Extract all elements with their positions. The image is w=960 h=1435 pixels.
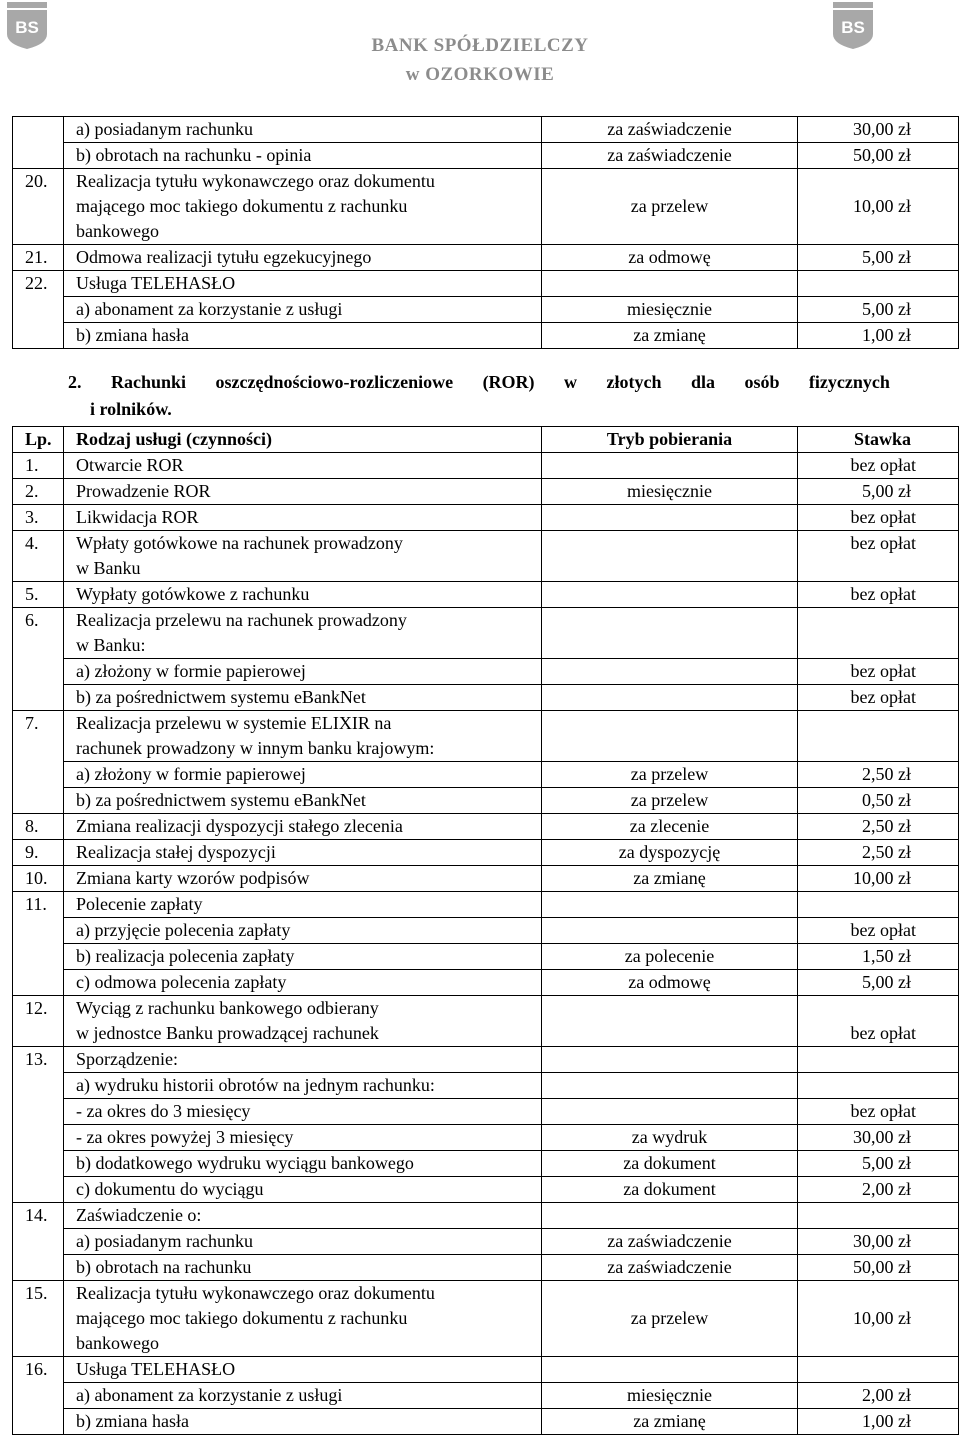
table-row — [13, 892, 959, 918]
row-rate: 50,00 zł — [798, 143, 959, 169]
table-row — [13, 685, 959, 711]
table-row — [13, 1151, 959, 1177]
desc-line: Wpłaty gotówkowe na rachunek prowadzony — [76, 533, 403, 553]
row-lp — [13, 1125, 64, 1151]
row-tryb — [542, 505, 798, 531]
table-row — [13, 1047, 959, 1073]
table-row — [13, 711, 959, 762]
table-row — [13, 117, 959, 143]
row-desc — [64, 169, 542, 245]
row-rate: 2,50 zł — [798, 762, 959, 788]
table-row — [13, 1357, 959, 1383]
row-lp: 21. — [13, 245, 64, 271]
heading-word: w — [564, 372, 578, 392]
row-rate: 1,50 zł — [798, 944, 959, 970]
row-rate: 10,00 zł — [798, 169, 959, 245]
row-tryb — [542, 271, 798, 297]
desc-line: mającego moc takiego dokumentu z rachunku — [76, 1308, 408, 1328]
row-tryb — [542, 1099, 798, 1125]
row-tryb — [542, 996, 798, 1047]
row-desc: Usługa TELEHASŁO — [64, 271, 542, 297]
desc-line: w Banku: — [76, 635, 146, 655]
row-lp: 6. — [13, 608, 64, 659]
row-rate: 2,00 zł — [798, 1177, 959, 1203]
row-rate: 1,00 zł — [798, 1409, 959, 1435]
row-desc: Odmowa realizacji tytułu egzekucyjnego — [64, 245, 542, 271]
table-row — [13, 944, 959, 970]
row-lp — [13, 659, 64, 685]
table-row — [13, 169, 959, 245]
row-tryb — [542, 531, 798, 582]
row-rate: 2,50 zł — [798, 814, 959, 840]
svg-text:BS: BS — [15, 18, 39, 37]
row-desc: Usługa TELEHASŁO — [64, 1357, 542, 1383]
row-rate — [798, 1047, 959, 1073]
row-lp — [13, 762, 64, 788]
row-lp — [13, 1409, 64, 1435]
row-tryb: za odmowę — [542, 970, 798, 996]
ror-fee-table — [12, 426, 959, 1435]
desc-line: Realizacja tytułu wykonawczego oraz dokumentu — [76, 171, 435, 191]
table-row — [13, 297, 959, 323]
row-rate: bez opłat — [798, 582, 959, 608]
heading-word: osób — [744, 372, 780, 392]
table-row — [13, 1229, 959, 1255]
row-tryb — [542, 1203, 798, 1229]
fee-table-continuation — [12, 116, 959, 349]
row-lp: 12. — [13, 996, 64, 1047]
table-row — [13, 840, 959, 866]
section-heading-line1 — [68, 369, 890, 396]
table-row — [13, 1409, 959, 1435]
desc-line: w jednostce Banku prowadzącej rachunek — [76, 1023, 379, 1043]
table-row — [13, 659, 959, 685]
row-rate — [798, 1357, 959, 1383]
row-lp — [13, 1229, 64, 1255]
desc-line: Realizacja przelewu w systemie ELIXIR na — [76, 713, 392, 733]
heading-word: oszczędnościowo-rozliczeniowe — [215, 372, 454, 392]
desc-line: Wyciąg z rachunku bankowego odbierany — [76, 998, 379, 1018]
row-rate: 5,00 zł — [798, 970, 959, 996]
row-desc: b) realizacja polecenia zapłaty — [64, 944, 542, 970]
row-lp — [13, 117, 64, 143]
row-rate: 30,00 zł — [798, 1125, 959, 1151]
row-lp — [13, 1177, 64, 1203]
row-desc: a) złożony w formie papierowej — [64, 762, 542, 788]
row-desc — [64, 531, 542, 582]
row-desc: Realizacja stałej dyspozycji — [64, 840, 542, 866]
row-rate — [798, 892, 959, 918]
row-desc: Otwarcie ROR — [64, 453, 542, 479]
desc-line: w Banku — [76, 558, 141, 578]
table-row — [13, 814, 959, 840]
row-lp: 20. — [13, 169, 64, 245]
row-lp — [13, 1151, 64, 1177]
row-lp: 9. — [13, 840, 64, 866]
row-desc: Sporządzenie: — [64, 1047, 542, 1073]
row-rate: 5,00 zł — [798, 297, 959, 323]
desc-line: rachunek prowadzony w innym banku krajowym: — [76, 738, 435, 758]
row-rate: 10,00 zł — [798, 866, 959, 892]
row-tryb: za zaświadczenie — [542, 1229, 798, 1255]
heading-word: (ROR) — [482, 372, 535, 392]
row-tryb — [542, 918, 798, 944]
row-desc: b) dodatkowego wydruku wyciągu bankowego — [64, 1151, 542, 1177]
row-lp: 7. — [13, 711, 64, 762]
row-tryb — [542, 1047, 798, 1073]
table-row — [13, 1073, 959, 1099]
row-rate: 30,00 zł — [798, 1229, 959, 1255]
row-rate — [798, 608, 959, 659]
desc-line: Realizacja przelewu na rachunek prowadzony — [76, 610, 407, 630]
table-row — [13, 788, 959, 814]
section-heading — [68, 369, 890, 423]
row-rate: 5,00 zł — [798, 1151, 959, 1177]
row-tryb — [542, 582, 798, 608]
table-row — [13, 866, 959, 892]
row-lp — [13, 788, 64, 814]
table-row — [13, 1255, 959, 1281]
row-lp — [13, 1099, 64, 1125]
row-lp — [13, 323, 64, 349]
row-desc: a) posiadanym rachunku — [64, 117, 542, 143]
heading-word: Rachunki — [110, 372, 187, 392]
row-tryb — [542, 892, 798, 918]
row-tryb: za przelew — [542, 788, 798, 814]
row-desc: c) dokumentu do wyciągu — [64, 1177, 542, 1203]
row-tryb: za zaświadczenie — [542, 143, 798, 169]
row-rate — [798, 711, 959, 762]
header-lp: Lp. — [13, 427, 64, 453]
row-tryb: za odmowę — [542, 245, 798, 271]
row-desc: b) za pośrednictwem systemu eBankNet — [64, 788, 542, 814]
section-heading-line2: i rolników. — [90, 399, 172, 419]
bank-name-line1: BANK SPÓŁDZIELCZY — [371, 35, 589, 56]
row-desc: a) abonament za korzystanie z usługi — [64, 297, 542, 323]
row-rate — [798, 1073, 959, 1099]
row-desc: Polecenie zapłaty — [64, 892, 542, 918]
row-tryb: za przelew — [542, 762, 798, 788]
row-rate: 30,00 zł — [798, 117, 959, 143]
row-desc: c) odmowa polecenia zapłaty — [64, 970, 542, 996]
row-desc: Zmiana realizacji dyspozycji stałego zlecenia — [64, 814, 542, 840]
page-header — [0, 0, 960, 100]
row-desc: - za okres powyżej 3 miesięcy — [64, 1125, 542, 1151]
row-lp — [13, 944, 64, 970]
table-row — [13, 531, 959, 582]
row-desc: b) obrotach na rachunku - opinia — [64, 143, 542, 169]
row-desc: a) posiadanym rachunku — [64, 1229, 542, 1255]
row-tryb: miesięcznie — [542, 1383, 798, 1409]
table-row — [13, 1281, 959, 1357]
row-tryb: za polecenie — [542, 944, 798, 970]
row-rate: bez opłat — [798, 685, 959, 711]
heading-word: złotych — [606, 372, 662, 392]
row-rate: 2,00 zł — [798, 1383, 959, 1409]
table-row — [13, 271, 959, 297]
row-desc: - za okres do 3 miesięcy — [64, 1099, 542, 1125]
table-row — [13, 1099, 959, 1125]
table-row — [13, 762, 959, 788]
header-rate: Stawka — [798, 427, 959, 453]
row-desc: b) zmiana hasła — [64, 1409, 542, 1435]
desc-line: bankowego — [76, 221, 159, 241]
row-lp: 5. — [13, 582, 64, 608]
row-lp — [13, 685, 64, 711]
row-lp: 22. — [13, 271, 64, 297]
row-tryb: za zaświadczenie — [542, 1255, 798, 1281]
row-rate: bez opłat — [798, 453, 959, 479]
row-tryb: za zlecenie — [542, 814, 798, 840]
row-desc: a) przyjęcie polecenia zapłaty — [64, 918, 542, 944]
row-lp: 1. — [13, 453, 64, 479]
row-lp: 10. — [13, 866, 64, 892]
row-desc: a) złożony w formie papierowej — [64, 659, 542, 685]
table-row — [13, 918, 959, 944]
table-row — [13, 453, 959, 479]
row-tryb — [542, 453, 798, 479]
row-tryb — [542, 711, 798, 762]
row-lp — [13, 970, 64, 996]
row-tryb — [542, 608, 798, 659]
row-desc: Likwidacja ROR — [64, 505, 542, 531]
row-lp — [13, 918, 64, 944]
row-lp — [13, 143, 64, 169]
row-tryb — [542, 685, 798, 711]
row-desc: Wypłaty gotówkowe z rachunku — [64, 582, 542, 608]
header-desc: Rodzaj usługi (czynności) — [64, 427, 542, 453]
row-tryb: za przelew — [542, 1281, 798, 1357]
heading-word: fizycznych — [808, 372, 890, 392]
row-desc: b) zmiana hasła — [64, 323, 542, 349]
table-row — [13, 1177, 959, 1203]
row-lp — [13, 1073, 64, 1099]
row-lp: 14. — [13, 1203, 64, 1229]
table-row — [13, 1203, 959, 1229]
row-rate: bez opłat — [798, 996, 959, 1047]
row-tryb: za zmianę — [542, 323, 798, 349]
desc-line: Realizacja tytułu wykonawczego oraz dokumentu — [76, 1283, 435, 1303]
table-row — [13, 1125, 959, 1151]
section-number: 2. — [68, 372, 82, 392]
row-tryb: miesięcznie — [542, 479, 798, 505]
row-lp: 3. — [13, 505, 64, 531]
table-header-row — [13, 427, 959, 453]
row-desc: b) obrotach na rachunku — [64, 1255, 542, 1281]
table-row — [13, 505, 959, 531]
svg-text:BS: BS — [841, 18, 865, 37]
row-desc: Zmiana karty wzorów podpisów — [64, 866, 542, 892]
row-lp: 16. — [13, 1357, 64, 1383]
row-desc: a) wydruku historii obrotów na jednym rachunku: — [64, 1073, 542, 1099]
bank-name-line2: w OZORKOWIE — [405, 64, 555, 85]
row-lp: 8. — [13, 814, 64, 840]
table-row — [13, 245, 959, 271]
row-desc: a) abonament za korzystanie z usługi — [64, 1383, 542, 1409]
row-tryb — [542, 1073, 798, 1099]
row-tryb: za dokument — [542, 1151, 798, 1177]
row-tryb: za zmianę — [542, 866, 798, 892]
row-desc: Zaświadczenie o: — [64, 1203, 542, 1229]
row-rate: bez opłat — [798, 659, 959, 685]
row-lp: 4. — [13, 531, 64, 582]
row-rate: 1,00 zł — [798, 323, 959, 349]
table-row — [13, 479, 959, 505]
row-rate: 50,00 zł — [798, 1255, 959, 1281]
desc-line: mającego moc takiego dokumentu z rachunku — [76, 196, 408, 216]
row-tryb: miesięcznie — [542, 297, 798, 323]
row-rate: bez opłat — [798, 505, 959, 531]
table-row — [13, 970, 959, 996]
row-desc: b) za pośrednictwem systemu eBankNet — [64, 685, 542, 711]
row-tryb: za dyspozycję — [542, 840, 798, 866]
row-lp — [13, 1255, 64, 1281]
row-rate: 0,50 zł — [798, 788, 959, 814]
row-tryb: za zmianę — [542, 1409, 798, 1435]
table-row — [13, 996, 959, 1047]
row-tryb: za dokument — [542, 1177, 798, 1203]
row-lp: 2. — [13, 479, 64, 505]
desc-line: bankowego — [76, 1333, 159, 1353]
row-desc — [64, 1281, 542, 1357]
row-rate: bez opłat — [798, 1099, 959, 1125]
row-rate: 2,50 zł — [798, 840, 959, 866]
row-lp: 13. — [13, 1047, 64, 1073]
row-rate: 5,00 zł — [798, 479, 959, 505]
row-rate — [798, 1203, 959, 1229]
row-lp — [13, 297, 64, 323]
row-tryb: za wydruk — [542, 1125, 798, 1151]
row-desc — [64, 608, 542, 659]
row-tryb — [542, 1357, 798, 1383]
table-row — [13, 143, 959, 169]
row-rate — [798, 271, 959, 297]
row-tryb: za przelew — [542, 169, 798, 245]
row-lp: 15. — [13, 1281, 64, 1357]
row-tryb: za zaświadczenie — [542, 117, 798, 143]
row-desc — [64, 711, 542, 762]
table-row — [13, 323, 959, 349]
row-rate: 5,00 zł — [798, 245, 959, 271]
header-tryb: Tryb pobierania — [542, 427, 798, 453]
row-tryb — [542, 659, 798, 685]
row-rate: 10,00 zł — [798, 1281, 959, 1357]
table-row — [13, 582, 959, 608]
row-desc — [64, 996, 542, 1047]
heading-word: dla — [690, 372, 715, 392]
table-row — [13, 608, 959, 659]
row-rate: bez opłat — [798, 531, 959, 582]
row-rate: bez opłat — [798, 918, 959, 944]
row-lp: 11. — [13, 892, 64, 918]
row-desc: Prowadzenie ROR — [64, 479, 542, 505]
